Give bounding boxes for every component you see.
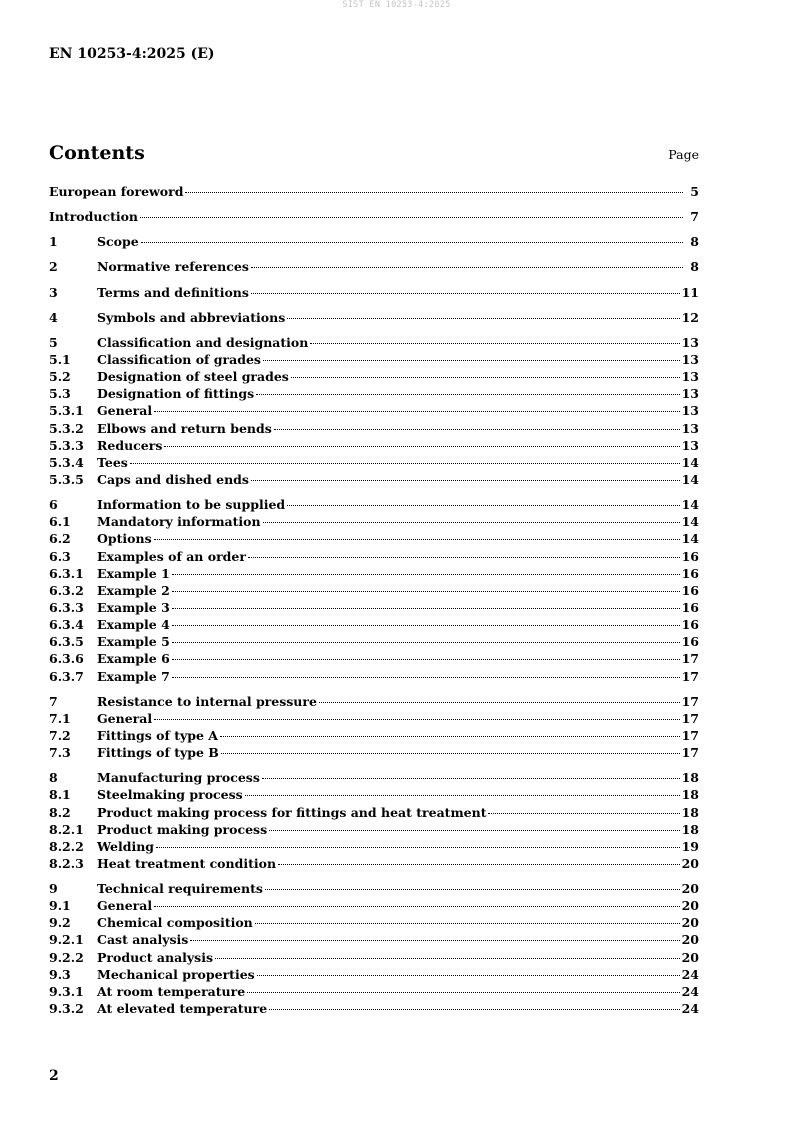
toc-entry-title: Example 1: [97, 565, 170, 581]
toc-entry-title: Chemical composition: [97, 915, 253, 931]
toc-entry-title: Example 5: [97, 634, 170, 650]
toc-entry-title: Elbows and return bends: [97, 420, 272, 436]
toc-entry-title: Designation of fittings: [97, 386, 255, 402]
toc-entry-number: 8.2.2: [49, 838, 84, 854]
dot-leader: [172, 677, 680, 678]
toc-entry-number: 7.3: [49, 745, 71, 761]
dot-leader: [278, 864, 680, 865]
toc-entry-title: At elevated temperature: [97, 1001, 268, 1017]
toc-entry[interactable]: [49, 420, 699, 437]
toc-entry-page: 14: [681, 497, 699, 513]
toc-entry-title: Fittings of type B: [97, 745, 219, 761]
toc-entry[interactable]: [49, 183, 699, 200]
toc-entry-title: Scope: [97, 234, 139, 250]
toc-entry-title: Tees: [97, 454, 128, 470]
toc-entry-number: 9.2.1: [49, 932, 84, 948]
toc-entry-number: 9.2.2: [49, 949, 84, 965]
toc-entry-title: Cast analysis: [97, 932, 189, 948]
toc-entry-number: 6.3: [49, 548, 71, 564]
toc-entry-page: 24: [681, 983, 699, 999]
toc-entry-title: General: [97, 403, 153, 419]
toc-entry-title: Reducers: [97, 437, 163, 453]
toc-entry-number: 7.1: [49, 710, 71, 726]
toc-entry-number: 4: [49, 309, 58, 325]
toc-entry-page: 13: [681, 351, 699, 367]
toc-entry-title: Examples of an order: [97, 548, 246, 564]
toc-entry[interactable]: [49, 966, 699, 983]
toc-entry[interactable]: [49, 233, 699, 250]
dot-leader: [154, 411, 679, 412]
toc-entry[interactable]: [49, 693, 699, 710]
dot-leader: [256, 394, 679, 395]
toc-entry[interactable]: [49, 548, 699, 565]
toc-entry-page: 13: [681, 420, 699, 436]
toc-entry[interactable]: [49, 258, 699, 275]
toc-entry-number: 9.2: [49, 915, 71, 931]
toc-entry[interactable]: [49, 880, 699, 897]
toc-entry-number: 6.3.7: [49, 668, 84, 684]
toc-entry-page: 16: [681, 582, 699, 598]
toc-entry[interactable]: [49, 351, 699, 368]
toc-entry-page: 16: [681, 565, 699, 581]
toc-entry-title: Heat treatment condition: [97, 855, 277, 871]
toc-entry-page: 20: [681, 855, 699, 871]
toc-entry[interactable]: [49, 650, 699, 667]
dot-leader: [172, 574, 680, 575]
dot-leader: [263, 360, 680, 361]
toc-entry-page: 18: [681, 821, 699, 837]
toc-entry-page: 14: [681, 514, 699, 530]
dot-leader: [172, 659, 680, 660]
toc-entry-page: 16: [681, 617, 699, 633]
table-of-contents: [49, 183, 699, 1017]
toc-entry-title: Technical requirements: [97, 881, 263, 897]
toc-entry-title: Designation of steel grades: [97, 369, 289, 385]
toc-entry-number: 5.3.4: [49, 454, 84, 470]
toc-entry-title: Classification of grades: [97, 351, 261, 367]
toc-entry-title: Resistance to internal pressure: [97, 693, 317, 709]
dot-leader: [172, 608, 680, 609]
toc-entry-number: 6.3.2: [49, 582, 84, 598]
toc-entry-number: 9.1: [49, 898, 71, 914]
dot-leader: [154, 906, 679, 907]
toc-entry-number: 8.1: [49, 787, 71, 803]
dot-leader: [265, 889, 680, 890]
toc-entry-title: Example 4: [97, 617, 170, 633]
toc-entry-page: 14: [681, 454, 699, 470]
dot-leader: [172, 625, 680, 626]
toc-entry[interactable]: [49, 616, 699, 633]
dot-leader: [255, 923, 680, 924]
toc-entry[interactable]: [49, 513, 699, 530]
dot-leader: [190, 940, 679, 941]
dot-leader: [154, 719, 679, 720]
toc-entry-number: 5: [49, 334, 58, 350]
toc-entry[interactable]: [49, 582, 699, 599]
toc-entry[interactable]: [49, 368, 699, 385]
toc-entry-number: 6.1: [49, 514, 71, 530]
toc-entry[interactable]: [49, 710, 699, 727]
toc-entry-page: 7: [690, 209, 699, 225]
toc-entry-number: 7.2: [49, 727, 71, 743]
toc-entry-number: 9.3.1: [49, 983, 84, 999]
toc-entry[interactable]: [49, 1000, 699, 1017]
contents-title: Contents: [49, 142, 145, 164]
page-column-label: Page: [668, 147, 699, 162]
toc-entry[interactable]: [49, 309, 699, 326]
toc-entry[interactable]: [49, 744, 699, 761]
toc-entry[interactable]: [49, 208, 699, 225]
toc-entry-page: 11: [681, 284, 699, 300]
dot-leader: [247, 992, 679, 993]
toc-entry-page: 14: [681, 531, 699, 547]
toc-entry-number: 6: [49, 497, 58, 513]
toc-entry-page: 20: [681, 932, 699, 948]
dot-leader: [172, 591, 680, 592]
toc-entry-number: 5.1: [49, 351, 71, 367]
dot-leader: [488, 813, 679, 814]
toc-entry-page: 18: [681, 804, 699, 820]
toc-entry-number: 2: [49, 259, 58, 275]
toc-entry-page: 17: [681, 710, 699, 726]
toc-entry-number: 5.3.1: [49, 403, 84, 419]
dot-leader: [310, 343, 679, 344]
toc-entry-page: 12: [681, 309, 699, 325]
toc-entry-title: Information to be supplied: [97, 497, 286, 513]
toc-entry[interactable]: [49, 897, 699, 914]
dot-leader: [245, 795, 680, 796]
dot-leader: [248, 557, 680, 558]
toc-entry-page: 18: [681, 770, 699, 786]
toc-entry-title: Product analysis: [97, 949, 214, 965]
dot-leader: [274, 429, 680, 430]
dot-leader: [319, 702, 680, 703]
dot-leader: [269, 1009, 679, 1010]
toc-entry-page: 20: [681, 881, 699, 897]
toc-entry-number: 8.2.1: [49, 821, 84, 837]
toc-entry-number: 6.3.6: [49, 651, 84, 667]
dot-leader: [221, 753, 680, 754]
toc-entry-page: 13: [681, 386, 699, 402]
toc-entry[interactable]: [49, 454, 699, 471]
toc-entry-title: Classification and designation: [97, 334, 309, 350]
toc-entry-title: Product making process: [97, 821, 268, 837]
toc-entry-number: 9: [49, 881, 58, 897]
toc-entry-title: Welding: [97, 838, 155, 854]
toc-entry-number: 5.3.5: [49, 471, 84, 487]
dot-leader: [140, 217, 683, 218]
toc-entry[interactable]: [49, 983, 699, 1000]
dot-leader: [257, 975, 680, 976]
toc-entry[interactable]: [49, 530, 699, 547]
toc-entry[interactable]: [49, 496, 699, 513]
toc-entry-page: 16: [681, 634, 699, 650]
toc-entry-title: General: [97, 898, 153, 914]
dot-leader: [287, 505, 679, 506]
toc-entry-page: 18: [681, 787, 699, 803]
toc-entry-page: 13: [681, 369, 699, 385]
toc-entry-number: 8.2.3: [49, 855, 84, 871]
toc-entry-page: 24: [681, 1001, 699, 1017]
toc-entry[interactable]: [49, 668, 699, 685]
toc-entry-page: 17: [681, 727, 699, 743]
toc-entry-title: Caps and dished ends: [97, 471, 249, 487]
dot-leader: [156, 847, 680, 848]
toc-entry-page: 13: [681, 403, 699, 419]
toc-entry-number: 7: [49, 693, 58, 709]
toc-entry-number: 6.2: [49, 531, 71, 547]
toc-entry[interactable]: [49, 599, 699, 616]
toc-entry[interactable]: [49, 838, 699, 855]
toc-entry-title: Steelmaking process: [97, 787, 243, 803]
toc-entry-page: 17: [681, 745, 699, 761]
toc-entry[interactable]: [49, 914, 699, 931]
toc-entry[interactable]: [49, 727, 699, 744]
toc-entry-number: 9.3.2: [49, 1001, 84, 1017]
toc-entry-title: Options: [97, 531, 152, 547]
dot-leader: [262, 778, 680, 779]
toc-entry-page: 14: [681, 471, 699, 487]
toc-entry-page: 13: [681, 334, 699, 350]
dot-leader: [263, 522, 680, 523]
toc-entry-title: Terms and definitions: [97, 284, 249, 300]
dot-leader: [251, 293, 680, 294]
dot-leader: [164, 446, 679, 447]
toc-entry-title: Symbols and abbreviations: [97, 309, 286, 325]
toc-entry-page: 17: [681, 693, 699, 709]
toc-entry-number: 6.3.4: [49, 617, 84, 633]
toc-entry-number: 6.3.1: [49, 565, 84, 581]
toc-entry-page: 8: [690, 234, 699, 250]
toc-entry-title: European foreword: [49, 184, 184, 199]
dot-leader: [269, 830, 679, 831]
toc-entry[interactable]: [49, 786, 699, 803]
toc-entry-page: 13: [681, 437, 699, 453]
toc-entry-number: 6.3.3: [49, 599, 84, 615]
toc-entry-title: Example 7: [97, 668, 170, 684]
dot-leader: [141, 242, 683, 243]
toc-entry-title: Mechanical properties: [97, 966, 255, 982]
toc-entry[interactable]: [49, 385, 699, 402]
toc-entry[interactable]: [49, 334, 699, 351]
toc-entry-title: Manufacturing process: [97, 770, 260, 786]
document-id: EN 10253-4:2025 (E): [49, 46, 215, 62]
watermark: SIST EN 10253-4:2025: [342, 0, 451, 10]
toc-entry-page: 5: [690, 184, 699, 199]
toc-entry[interactable]: [49, 821, 699, 838]
toc-entry-page: 20: [681, 915, 699, 931]
toc-entry-title: Example 3: [97, 599, 170, 615]
dot-leader: [130, 463, 680, 464]
toc-entry-title: Normative references: [97, 259, 249, 275]
toc-entry-page: 17: [681, 651, 699, 667]
toc-entry[interactable]: [49, 931, 699, 948]
toc-entry-page: 24: [681, 966, 699, 982]
toc-entry-number: 8.2: [49, 804, 71, 820]
toc-entry-number: 5.2: [49, 369, 71, 385]
toc-entry-title: Mandatory information: [97, 514, 261, 530]
toc-entry-page: 8: [690, 259, 699, 275]
toc-entry-number: 6.3.5: [49, 634, 84, 650]
toc-entry[interactable]: [49, 633, 699, 650]
toc-entry-number: 8: [49, 770, 58, 786]
dot-leader: [220, 736, 680, 737]
dot-leader: [291, 377, 680, 378]
dot-leader: [154, 539, 680, 540]
toc-entry[interactable]: [49, 437, 699, 454]
dot-leader: [172, 642, 680, 643]
toc-entry-page: 19: [681, 838, 699, 854]
toc-entry[interactable]: [49, 855, 699, 872]
toc-entry[interactable]: [49, 565, 699, 582]
toc-entry-page: 20: [681, 949, 699, 965]
toc-entry[interactable]: [49, 471, 699, 488]
toc-entry-title: Introduction: [49, 209, 139, 225]
dot-leader: [251, 480, 680, 481]
toc-entry-page: 16: [681, 599, 699, 615]
toc-entry-number: 5.3: [49, 386, 71, 402]
toc-entry[interactable]: [49, 402, 699, 419]
toc-entry-title: Fittings of type A: [97, 727, 218, 743]
toc-entry-number: 9.3: [49, 966, 71, 982]
dot-leader: [287, 318, 679, 319]
toc-entry-number: 5.3.3: [49, 437, 84, 453]
toc-entry[interactable]: [49, 769, 699, 786]
dot-leader: [251, 267, 683, 268]
toc-entry-number: 1: [49, 234, 58, 250]
toc-entry-page: 17: [681, 668, 699, 684]
toc-entry-title: At room temperature: [97, 983, 246, 999]
toc-entry[interactable]: [49, 949, 699, 966]
toc-entry[interactable]: [49, 804, 699, 821]
toc-entry-page: 16: [681, 548, 699, 564]
toc-entry-number: 5.3.2: [49, 420, 84, 436]
toc-entry-title: Product making process for fittings and heat treatment: [97, 804, 487, 820]
toc-entry-title: Example 6: [97, 651, 170, 667]
toc-entry[interactable]: [49, 284, 699, 301]
dot-leader: [215, 958, 680, 959]
dot-leader: [185, 192, 683, 193]
footer-page-number: 2: [49, 1068, 59, 1084]
toc-entry-title: General: [97, 710, 153, 726]
toc-entry-page: 20: [681, 898, 699, 914]
toc-entry-title: Example 2: [97, 582, 170, 598]
toc-entry-number: 3: [49, 284, 58, 300]
